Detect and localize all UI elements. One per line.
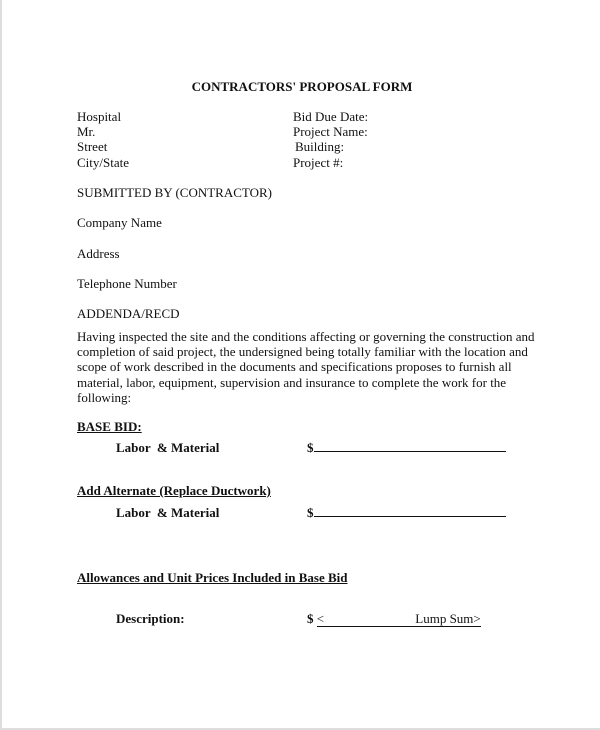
company-name: Company Name — [77, 215, 162, 230]
currency: $ — [307, 611, 314, 626]
alternate-label: Labor & Material — [116, 505, 220, 520]
page-title: CONTRACTORS' PROPOSAL FORM — [191, 79, 413, 94]
field-bid-due-date: Bid Due Date: — [293, 109, 369, 124]
field-city-state: City/State — [77, 155, 129, 170]
field-hospital: Hospital — [77, 109, 122, 124]
amount-blank[interactable] — [314, 505, 506, 517]
base-bid-heading: BASE BID: — [77, 419, 142, 434]
telephone-number: Telephone Number — [77, 276, 177, 291]
base-bid-label: Labor & Material — [116, 440, 220, 455]
address: Address — [77, 246, 120, 261]
currency: $ — [307, 440, 314, 455]
amount-blank[interactable] — [314, 440, 506, 452]
field-building: Building: — [295, 139, 345, 154]
lump-sum-amount[interactable] — [307, 611, 481, 627]
lump-sum-blank[interactable] — [317, 611, 481, 627]
alternate-amount[interactable] — [307, 505, 506, 520]
addenda: ADDENDA/RECD — [77, 306, 180, 321]
intro-paragraph: Having inspected the site and the conditions affecting or governing the construction and completion of said project, the undersigned being totally familiar with the location and scope of work described in the documents and specifications proposes to furnish all material, labor, equipment, supervision and insurance to complete the work for the following: — [77, 329, 535, 405]
field-project-number: Project #: — [293, 155, 344, 170]
base-bid-amount[interactable] — [307, 440, 506, 455]
open-bracket: < — [316, 611, 325, 626]
field-mr: Mr. — [77, 124, 96, 139]
lump-sum-text: Lump Sum> — [415, 611, 481, 626]
description-label: Description: — [116, 611, 185, 626]
field-project-name: Project Name: — [293, 124, 368, 139]
alternate-heading: Add Alternate (Replace Ductwork) — [77, 483, 271, 498]
submitted-by: SUBMITTED BY (CONTRACTOR) — [77, 185, 273, 200]
allowances-heading: Allowances and Unit Prices Included in Base Bid — [77, 570, 348, 585]
currency: $ — [307, 505, 314, 520]
field-street: Street — [77, 139, 108, 154]
